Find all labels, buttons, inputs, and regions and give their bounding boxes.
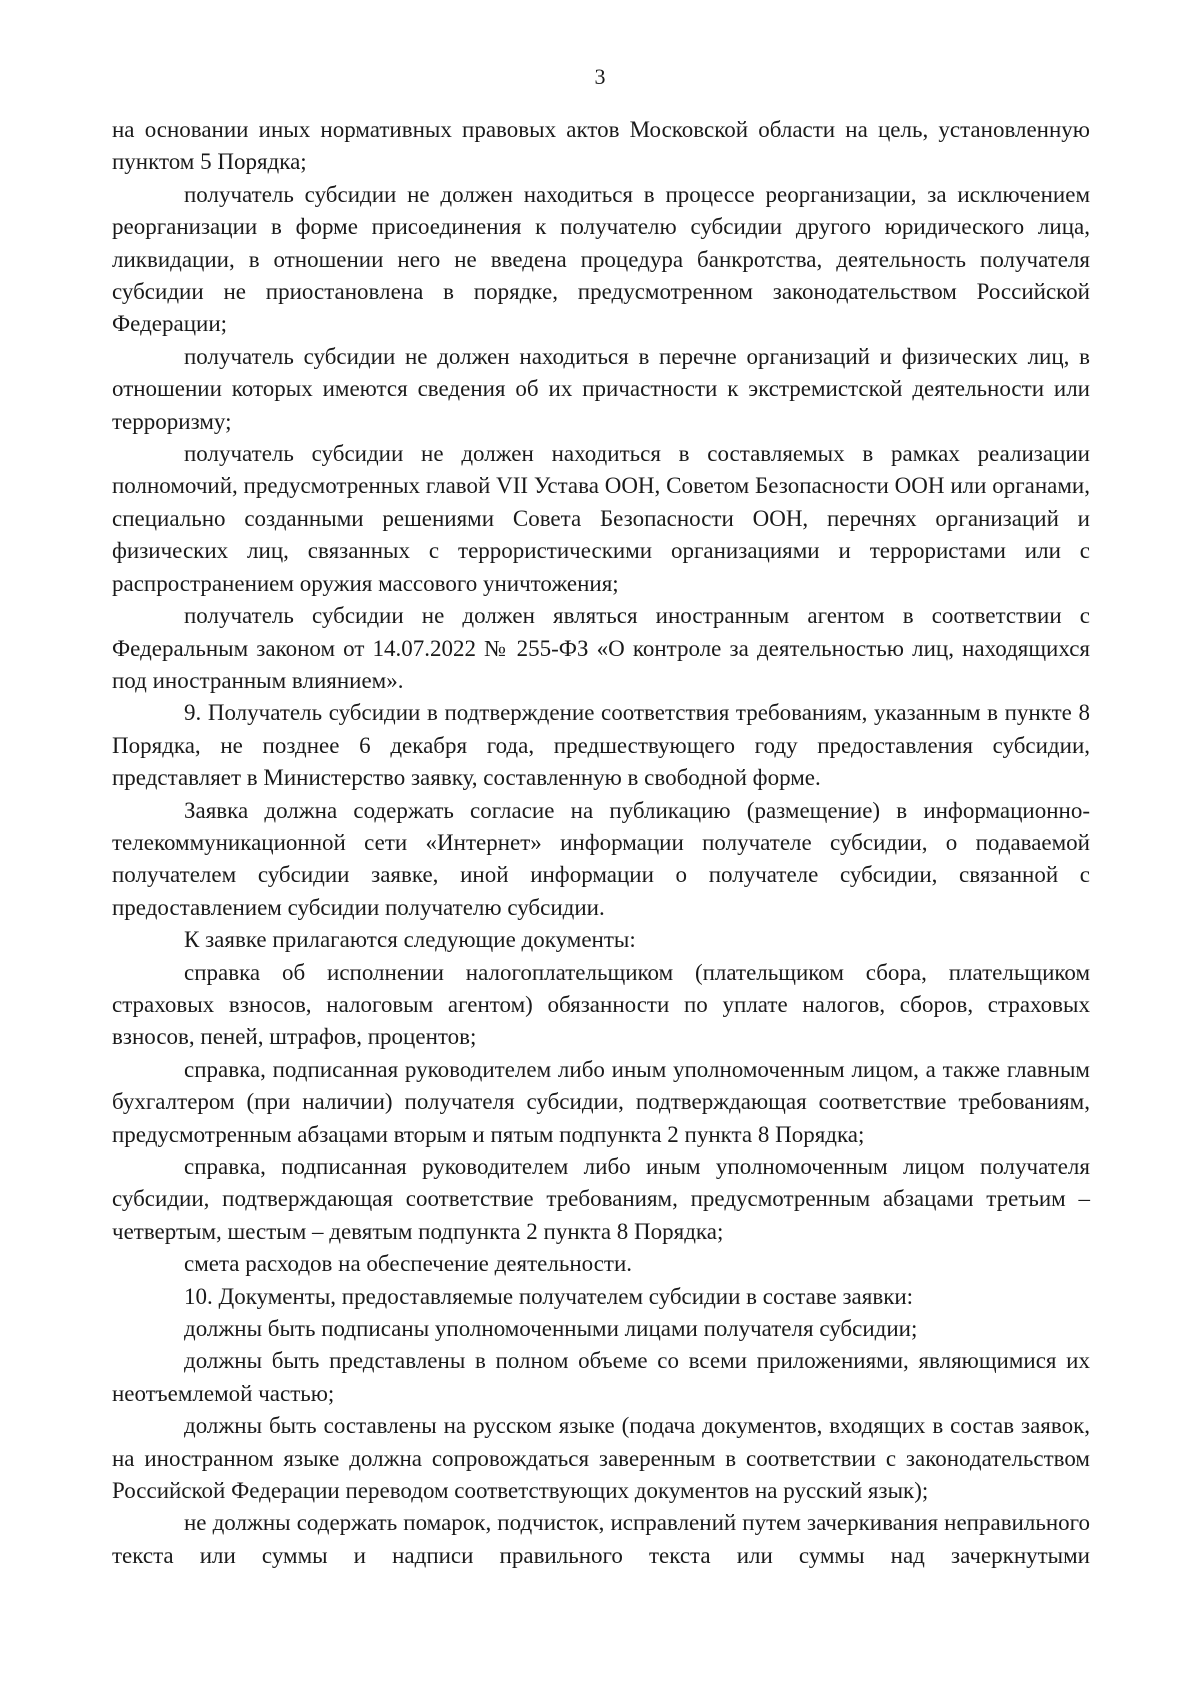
paragraph: смета расходов на обеспечение деятельности.: [184, 1251, 633, 1277]
paragraph: должны быть представлены в полном объеме со всеми приложениями, являющимися их неотъемлемой частью;: [112, 1348, 1090, 1406]
paragraph: должны быть подписаны уполномоченными лицами получателя субсидии;: [184, 1316, 918, 1342]
paragraph: Заявка должна содержать согласие на публикацию (размещение) в информационно-телекоммуникационной сети «Интернет» информации получателе субсидии, о подаваемой получателем субсидии заявке, иной информации о получателе субсидии, связанной с предоставлением субсидии получателю субсидии.: [112, 797, 1090, 920]
paragraph-continued: не должны содержать помарок, подчисток, исправлений путем зачеркивания неправильного текста или суммы и надписи правильного текста или суммы над зачеркнутыми: [112, 1510, 1090, 1568]
paragraph: получатель субсидии не должен являться иностранным агентом в соответствии с Федеральным законом от 14.07.2022 № 255-ФЗ «О контроле за деятельностью лиц, находящихся под иностранным влиянием».: [112, 603, 1090, 693]
paragraph: на основании иных нормативных правовых актов Московской области на цель, установленную пунктом 5 Порядка;: [112, 117, 1090, 175]
paragraph: 9. Получатель субсидии в подтверждение соответствия требованиям, указанным в пункте 8 Порядка, не позднее 6 декабря года, предшествующего году предоставления субсидии, представляет в Министерство заявку, составленную в свободной форме.: [112, 700, 1090, 791]
document-body: [112, 114, 1090, 1572]
paragraph: справка об исполнении налогоплательщиком (плательщиком сбора, плательщиком страховых взносов, налоговым агентом) обязанности по уплате налогов, сборов, страховых взносов, пеней, штрафов, процентов;: [112, 959, 1090, 1050]
paragraph: справка, подписанная руководителем либо иным уполномоченным лицом, а также главным бухгалтером (при наличии) получателя субсидии, подтверждающая соответствие требованиям, предусмотренным абзацами вторым и пятым подпункта 2 пункта 8 Порядка;: [112, 1056, 1090, 1147]
page-number: 3: [594, 64, 606, 89]
paragraph: получатель субсидии не должен находиться в перечне организаций и физических лиц, в отношении которых имеются сведения об их причастности к экстремистской деятельности или терроризму;: [112, 343, 1090, 434]
paragraph: К заявке прилагаются следующие документы:: [184, 927, 636, 953]
paragraph: получатель субсидии не должен находиться в процессе реорганизации, за исключением реорганизации в форме присоединения к получателю субсидии другого юридического лица, ликвидации, в отношении него не введена процедура банкротства, деятельность получателя субсидии не приостановлена в порядке, предусмотренном законодательством Российской Федерации;: [112, 181, 1090, 337]
paragraph: получатель субсидии не должен находиться в составляемых в рамках реализации полномочий, предусмотренных главой VII Устава ООН, Советом Безопасности ООН или органами, специально созданными решениями Совета Безопасности ООН, перечнях организаций и физических лиц, связанных с террористическими организациями и террористами или с распространением оружия массового уничтожения;: [112, 441, 1090, 596]
paragraph: должны быть составлены на русском языке (подача документов, входящих в состав заявок, на иностранном языке должна сопровождаться заверенным в соответствии с законодательством Российской Федерации переводом соответствующих документов на русский язык);: [112, 1413, 1090, 1504]
paragraph: 10. Документы, предоставляемые получателем субсидии в составе заявки:: [184, 1283, 914, 1309]
paragraph: справка, подписанная руководителем либо иным уполномоченным лицом получателя субсидии, подтверждающая соответствие требованиям, предусмотренным абзацами третьим – четвертым, шестым – девятым подпункта 2 пункта 8 Порядка;: [112, 1154, 1090, 1244]
